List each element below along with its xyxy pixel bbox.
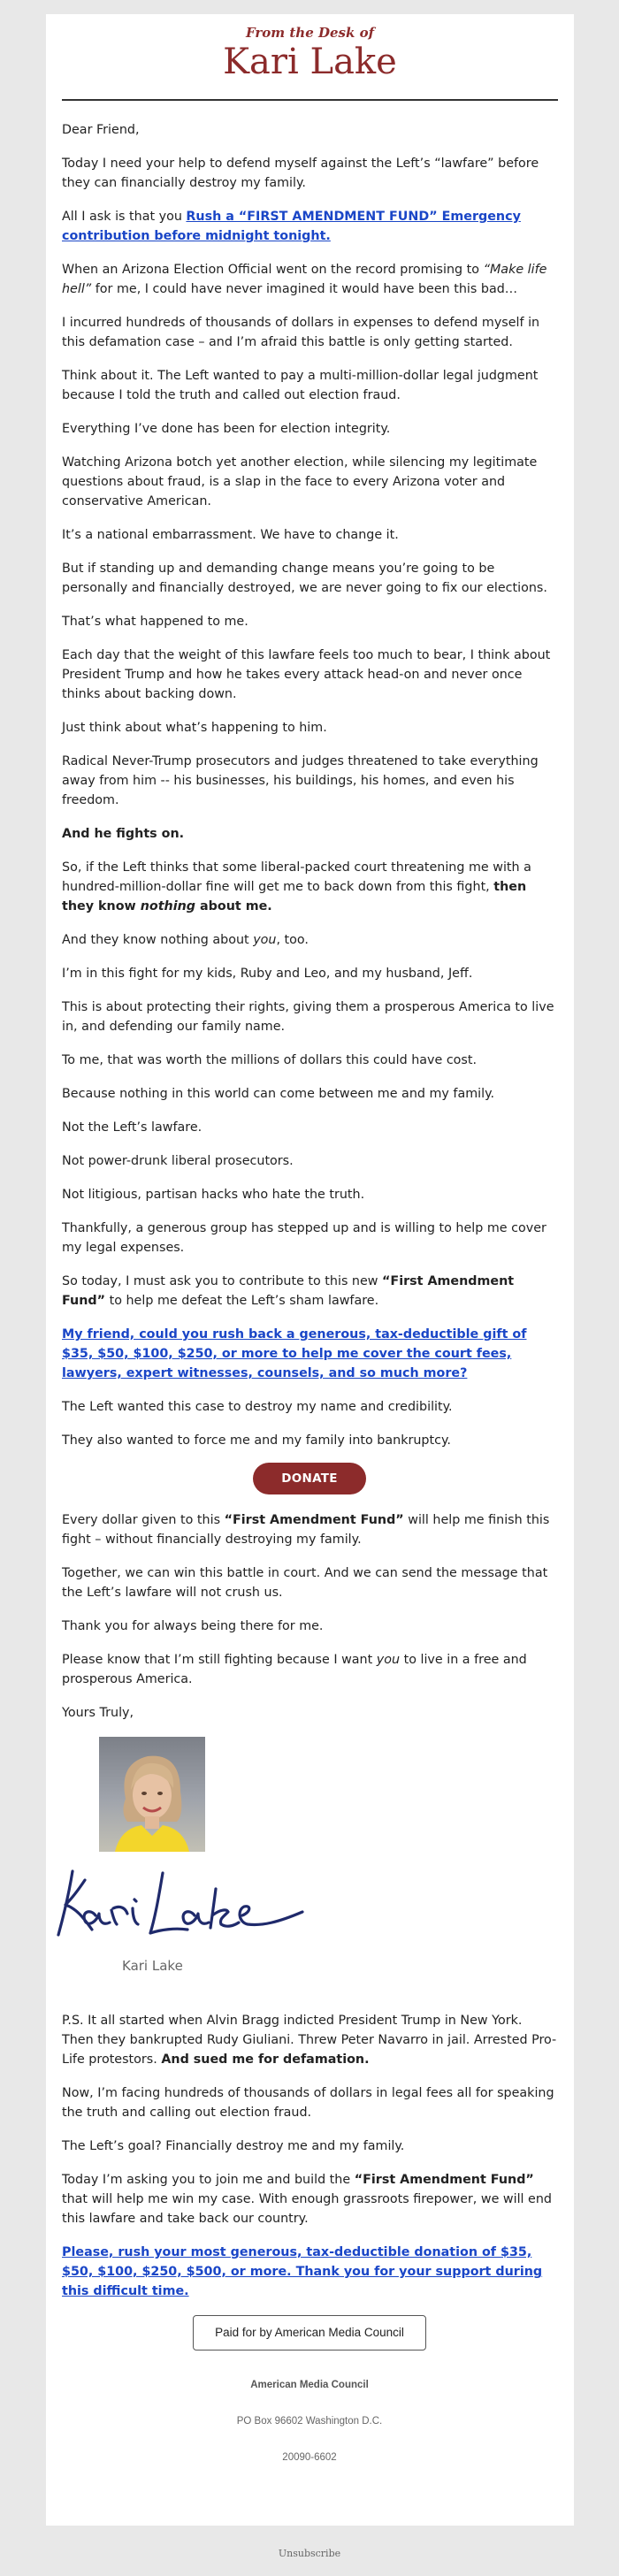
paragraph-3 — [62, 260, 557, 299]
ps-paragraph-5 — [62, 2243, 557, 2301]
portrait-illustration — [99, 1737, 205, 1852]
paragraph-25-text: So today, I must ask you to contribute to this new — [62, 1274, 383, 1288]
ps-paragraph-4-bold: “First Amendment Fund” — [354, 2173, 534, 2187]
header-name: Kari Lake — [223, 42, 397, 82]
paragraph-20: Because nothing in this world can come between me and my family. — [62, 1087, 495, 1101]
donation-ask-link[interactable]: Please, rush your most generous, tax-deductible donation of $35, $50, $100, $250, $500, or more. Thank you for your support during this difficult time. — [62, 2245, 543, 2298]
paragraph-9: But if standing up and demanding change means you’re going to be personally and financially destroyed, we are never going to fix our elections. — [62, 562, 547, 595]
paragraph-22: Not power-drunk liberal prosecutors. — [62, 1154, 294, 1168]
paragraph-6: Everything I’ve done has been for election integrity. — [62, 422, 391, 436]
paragraph-18: This is about protecting their rights, giving them a prosperous America to live in, and defending our family name. — [62, 1000, 554, 1034]
paragraph-29-text: Every dollar given to this — [62, 1513, 225, 1527]
paragraph-21: Not the Left’s lawfare. — [62, 1120, 203, 1135]
paragraph-3-text: When an Arizona Election Official went on the record promising to — [62, 263, 484, 277]
ps-paragraph-1-bold: And sued me for defamation. — [161, 2052, 370, 2067]
footer-address: PO Box 96602 Washington D.C. — [236, 2416, 383, 2427]
donate-button-wrap — [62, 1463, 557, 1494]
ps-paragraph-1-text: P.S. It all started when Alvin Bragg indicted President Trump in New York. Then they bankrupted Rudy Giuliani. Threw Peter Navarro in jail. Arrested Pro-Life protestors. — [62, 2014, 557, 2067]
paragraph-25 — [62, 1272, 557, 1311]
unsubscribe-link[interactable]: Unsubscribe — [278, 2548, 341, 2559]
paragraph-7: Watching Arizona botch yet another election, while silencing my legitimate questions about fraud, is a slap in the face to every Arizona voter and conservative American. — [62, 455, 538, 508]
closing: Yours Truly, — [62, 1706, 134, 1720]
paragraph-29 — [62, 1510, 557, 1549]
ps-paragraph-3: The Left’s goal? Financially destroy me and my family. — [62, 2139, 405, 2153]
gift-ask-link[interactable]: My friend, could you rush back a generous, tax-deductible gift of $35, $50, $100, $250, or more to help me cover the court fees, lawyers, expert witnesses, counsels, and so much more? — [62, 1327, 527, 1380]
paragraph-26 — [62, 1325, 557, 1383]
paragraph-31: Thank you for always being there for me. — [62, 1619, 324, 1633]
paragraph-32-text-end: to live in a free and prosperous America. — [62, 1653, 527, 1686]
paragraph-24: Thankfully, a generous group has stepped up and is willing to help me cover my legal expenses. — [62, 1221, 546, 1255]
donate-button[interactable]: DONATE — [253, 1463, 366, 1494]
paragraph-8: It’s a national embarrassment. We have to change it. — [62, 528, 399, 542]
greeting: Dear Friend, — [62, 123, 140, 137]
paragraph-14 — [62, 824, 557, 844]
footer — [62, 2375, 557, 2467]
emergency-contribution-link[interactable]: Rush a “FIRST AMENDMENT FUND” Emergency contribution before midnight tonight. — [62, 210, 521, 243]
paragraph-15-bold-a: then they know — [62, 880, 527, 913]
ps-paragraph-1 — [62, 2011, 557, 2069]
paragraph-19: To me, that was worth the millions of dollars this could have cost. — [62, 1053, 478, 1067]
paragraph-2 — [62, 207, 557, 246]
paragraph-14-bold: And he fights on. — [62, 827, 185, 841]
paragraph-1: Today I need your help to defend myself against the Left’s “lawfare” before they can financially destroy my family. — [62, 157, 539, 190]
ps-paragraph-4 — [62, 2170, 557, 2228]
paragraph-10: That’s what happened to me. — [62, 615, 248, 629]
paragraph-11: Each day that the weight of this lawfare feels too much to bear, I think about President Trump and how he takes every attack head-on and never once thinks about backing down. — [62, 648, 551, 701]
paragraph-29-text-end: will help me finish this fight – without financially destroying my family. — [62, 1513, 550, 1547]
paragraph-16-text: And they know nothing about — [62, 933, 254, 947]
header-tagline: From the Desk of — [245, 25, 375, 41]
paragraph-16-em: you — [253, 933, 277, 947]
paragraph-32-text: Please know that I’m still fighting because I want — [62, 1653, 377, 1667]
letter-card — [46, 14, 574, 2526]
header-divider — [62, 99, 558, 101]
paragraph-3-quote: “Make life hell” — [62, 263, 547, 296]
paragraph-2-text: All I ask is that you — [62, 210, 187, 224]
signature-block — [62, 1737, 557, 2002]
signature-name: Kari Lake — [122, 1958, 183, 1974]
ps-paragraph-2: Now, I’m facing hundreds of thousands of dollars in legal fees all for speaking the truth and calling out election fraud. — [62, 2086, 554, 2120]
paragraph-23: Not litigious, partisan hacks who hate the truth. — [62, 1188, 365, 1202]
paragraph-5: Think about it. The Left wanted to pay a multi-million-dollar legal judgment because I told the truth and called out election fraud. — [62, 369, 539, 402]
paragraph-16-text-end: , too. — [276, 933, 309, 947]
paragraph-16 — [62, 930, 557, 950]
paragraph-27: The Left wanted this case to destroy my name and credibility. — [62, 1400, 453, 1414]
paragraph-4: I incurred hundreds of thousands of dollars in expenses to defend myself in this defamation case – and I’m afraid this battle is only getting started. — [62, 316, 540, 349]
paragraph-32-em: you — [376, 1653, 401, 1667]
paragraph-30: Together, we can win this battle in court. And we can send the message that the Left’s lawfare will not crush us. — [62, 1566, 548, 1600]
ps-paragraph-4-text-end: that will help me win my case. With enough grassroots firepower, we will end this lawfare and take back our country. — [62, 2192, 552, 2226]
paragraph-28: They also wanted to force me and my family into bankruptcy. — [62, 1433, 451, 1448]
portrait-photo — [99, 1737, 205, 1852]
letter-body — [62, 120, 557, 2484]
paragraph-13: Radical Never-Trump prosecutors and judges threatened to take everything away from him -- his businesses, his buildings, his homes, and even his freedom. — [62, 754, 539, 807]
paragraph-12: Just think about what’s happening to him. — [62, 721, 327, 735]
paragraph-17: I’m in this fight for my kids, Ruby and Leo, and my husband, Jeff. — [62, 967, 473, 981]
footer-zip: 20090-6602 — [282, 2452, 337, 2463]
paragraph-3-text-end: for me, I could have never imagined it would have been this bad… — [91, 282, 518, 296]
paragraph-25-bold: “First Amendment Fund” — [62, 1274, 515, 1308]
paragraph-32 — [62, 1650, 557, 1689]
ps-paragraph-4-text: Today I’m asking you to join me and build the — [62, 2173, 355, 2187]
handwritten-signature — [46, 1854, 311, 1951]
paragraph-15 — [62, 858, 557, 916]
paragraph-15-bold-c: about me. — [195, 899, 272, 913]
paragraph-25-text-end: to help me defeat the Left’s sham lawfare. — [105, 1294, 379, 1308]
paid-for-box: Paid for by American Media Council — [193, 2315, 426, 2351]
paragraph-15-text: So, if the Left thinks that some liberal-packed court threatening me with a hundred-million-dollar fine will get me to back down from this fight, — [62, 860, 531, 894]
paragraph-29-bold: “First Amendment Fund” — [224, 1513, 404, 1527]
paragraph-15-em: nothing — [140, 899, 196, 913]
footer-org: American Media Council — [250, 2380, 369, 2390]
